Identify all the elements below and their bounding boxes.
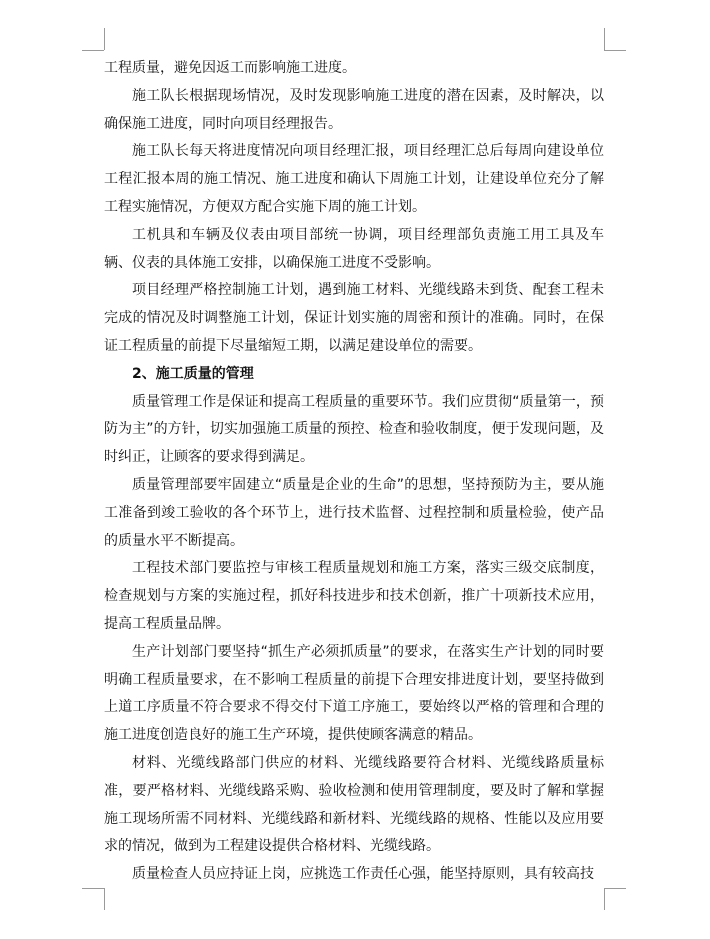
paragraph: 施工队长每天将进度情况向项目经理汇报，项目经理汇总后每周向建设单位工程汇报本周的施工情况、施工进度和确认下周施工计划，让建设单位充分了解工程实施情况，方便双方配合实施下周的施工计划。 xyxy=(104,143,604,215)
paragraph: 工机具和车辆及仪表由项目部统一协调，项目经理部负责施工用工具及车辆、仪表的具体施工安排，以确保施工进度不受影响。 xyxy=(104,226,604,271)
paragraph: 质量管理工作是保证和提高工程质量的重要环节。我们应贯彻“质量第一，预防为主”的方针，切实加强施工质量的预控、检查和验收制度，便于发现问题，及时纠正，让顾客的要求得到满足。 xyxy=(104,393,604,466)
paragraph: 生产计划部门要坚持“抓生产必须抓质量”的要求，在落实生产计划的同时要明确工程质量要求，在不影响工程质量的前提下合理安排进度计划，要坚持做到上道工序质量不符合要求不得交付下道工序施工，要始终以严格的管理和合理的施工进度创造良好的施工生产环境，提供使顾客满意的精品。 xyxy=(104,643,604,744)
paragraph: 施工队长根据现场情况，及时发现影响施工进度的潜在因素，及时解决，以确保施工进度，同时向项目经理报告。 xyxy=(104,87,604,132)
paragraph: 项目经理严格控制施工计划，遇到施工材料、光缆线路未到货、配套工程未完成的情况及时调整施工计划，保证计划实施的周密和预计的准确。同时，在保证工程质量的前提下尽量缩短工期，以满足建设单位的需要。 xyxy=(104,282,604,354)
document-body xyxy=(104,55,604,889)
paragraph: 材料、光缆线路部门供应的材料、光缆线路要符合材料、光缆线路质量标准，要严格材料、光缆线路采购、验收检测和使用管理制度，要及时了解和掌握施工现场所需不同材料、光缆线路和新材料、光缆线路的规格、性能以及应用要求的情况，做到为工程建设提供合格材料、光缆线路。 xyxy=(104,754,604,855)
paragraph: 质量检查人员应持证上岗，应挑选工作责任心强，能坚持原则，具有较高技 xyxy=(132,866,594,883)
paragraph: 质量管理部要牢固建立“质量是企业的生命”的思想，坚持预防为主，要从施工准备到竣工验收的各个环节上，进行技术监督、过程控制和质量检验，使产品的质量水平不断提高。 xyxy=(104,476,604,549)
section-heading: 2、施工质量的管理 xyxy=(132,365,254,382)
paragraph-continued: 工程质量，避免因返工而影响施工进度。 xyxy=(104,60,356,76)
paragraph: 工程技术部门要监控与审核工程质量规划和施工方案，落实三级交底制度，检查规划与方案的实施过程，抓好科技进步和技术创新，推广十项新技术应用，提高工程质量品牌。 xyxy=(104,560,604,632)
